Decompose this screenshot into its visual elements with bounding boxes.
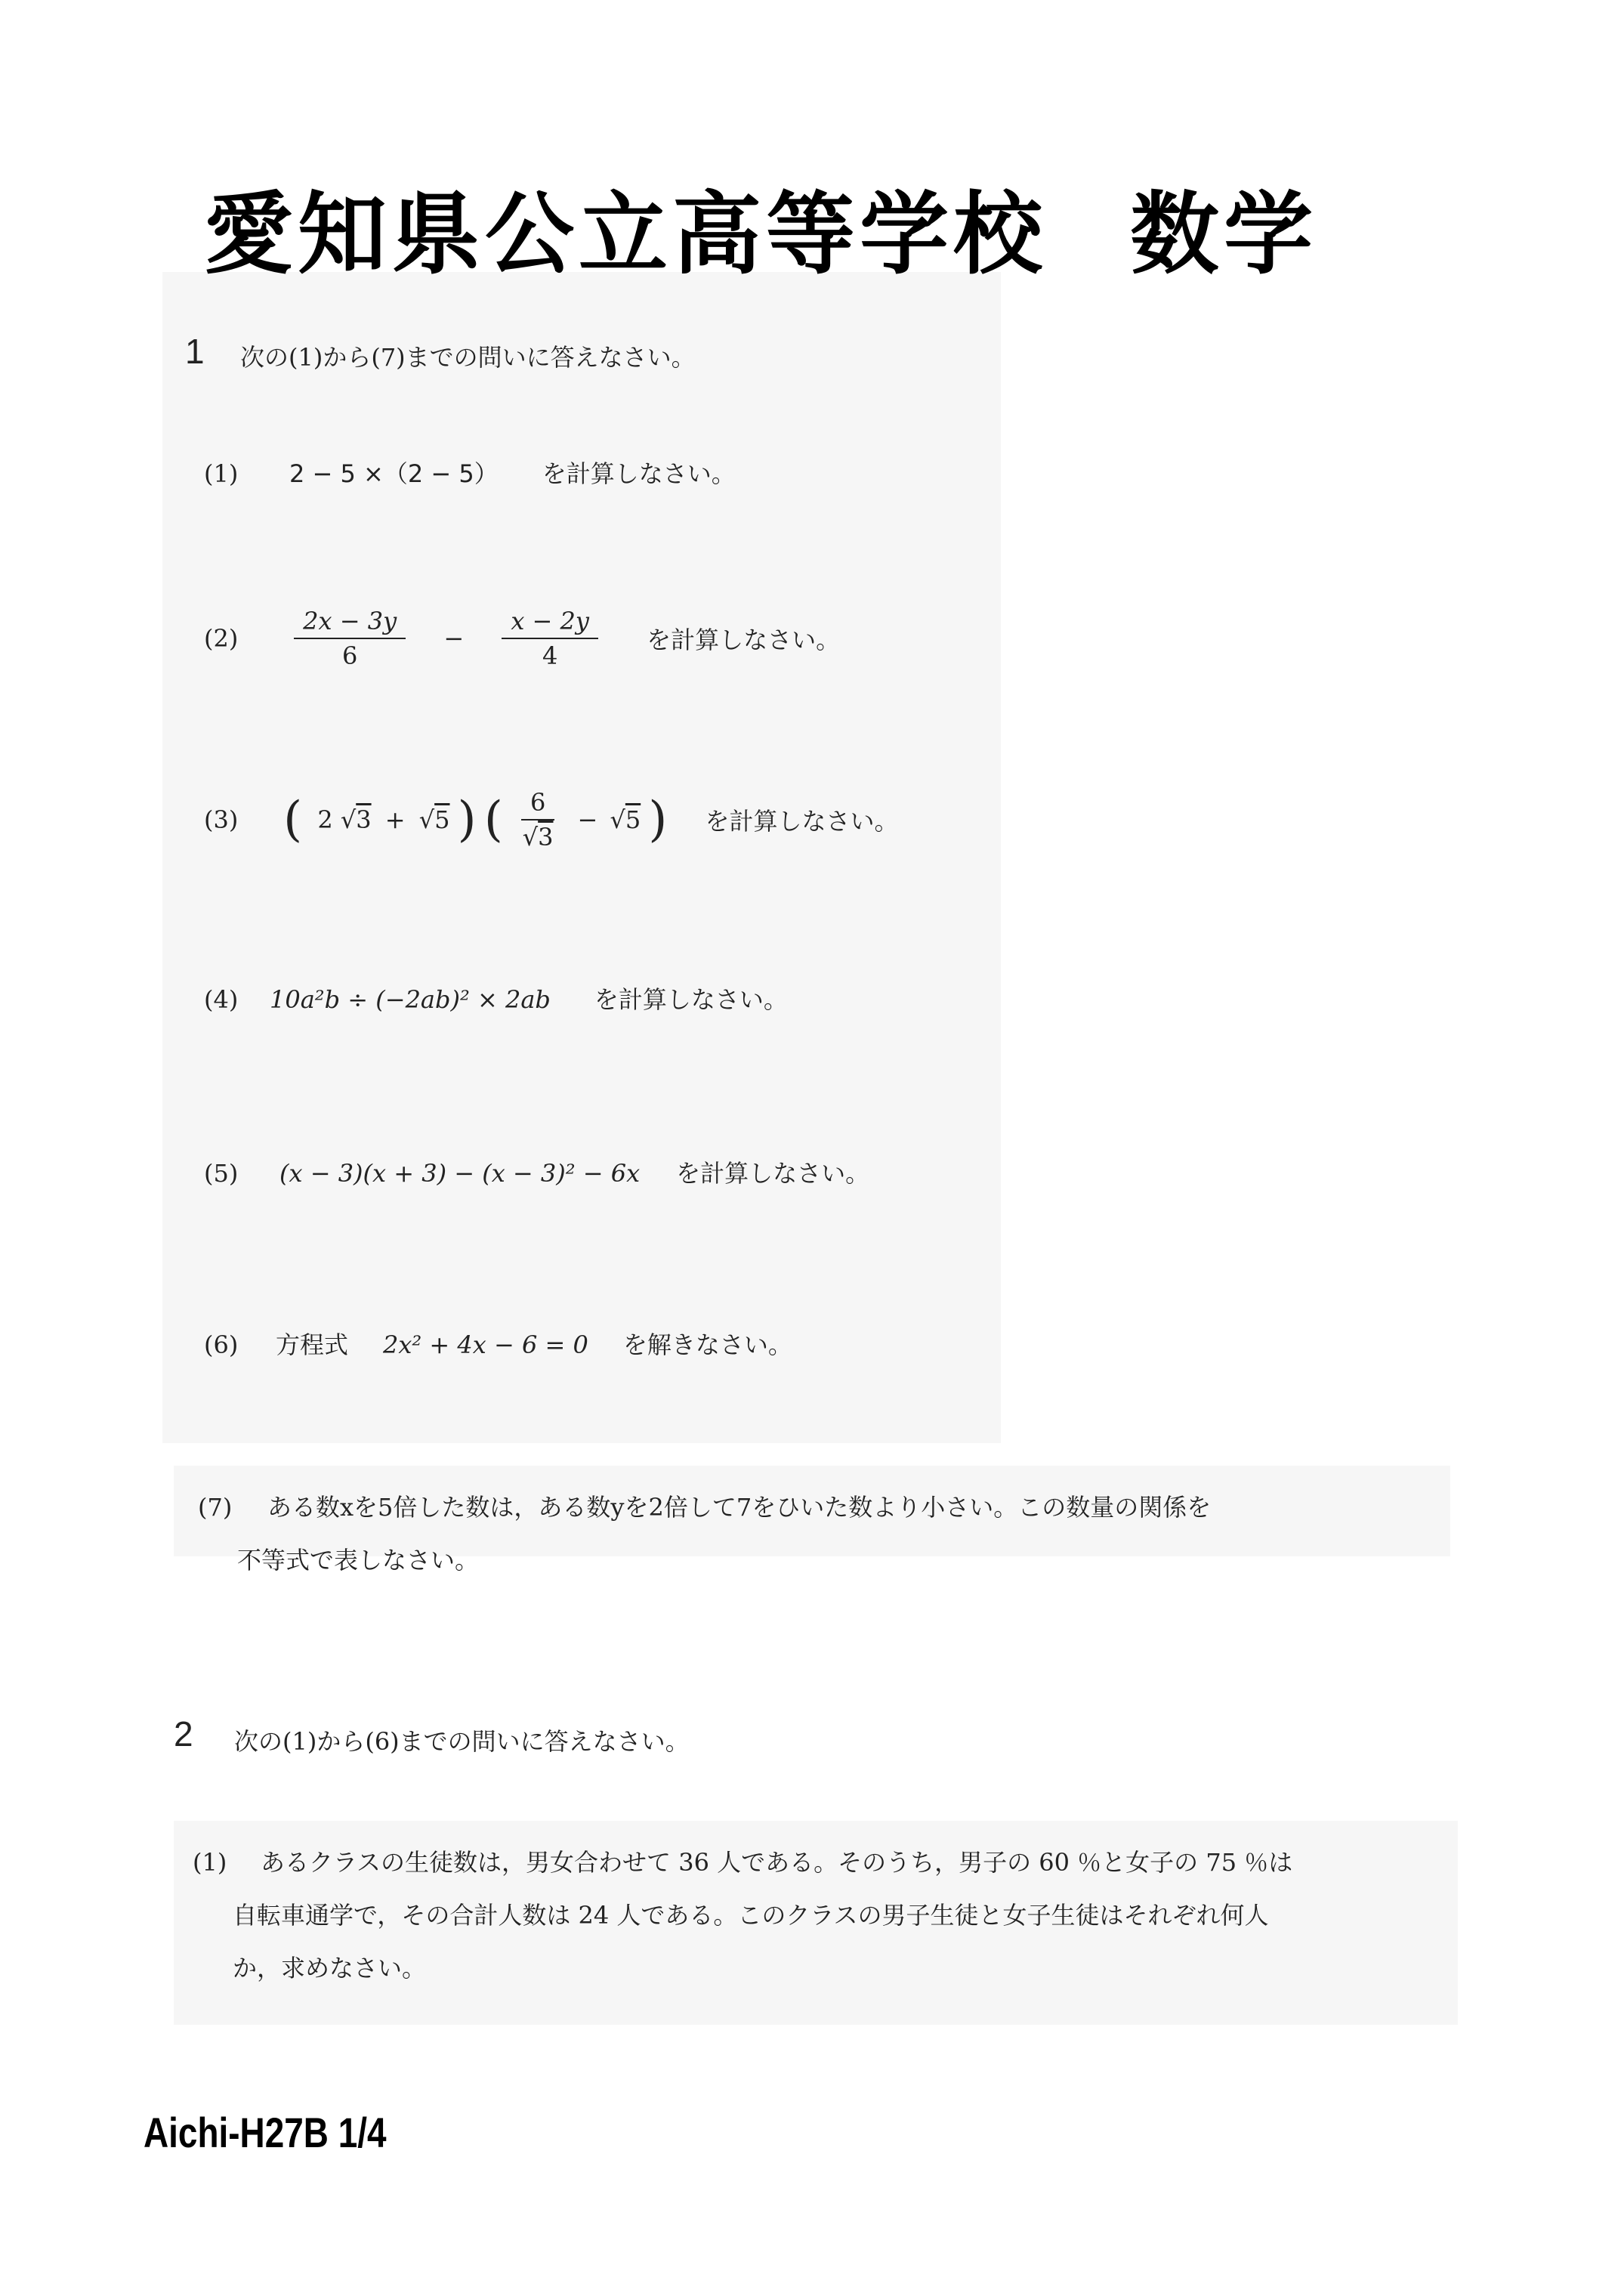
question-1-5 [204,1154,869,1189]
title-school: 愛知県公立高等学校 [204,181,1048,286]
right-paren: ) [457,792,477,848]
section-1-instruction: 次の(1)から(7)までの問いに答えなさい。 [240,343,696,372]
plus-sign: + [384,805,406,834]
question-text: あるクラスの生徒数は，男女合わせて 36 人である。そのうち，男子の 60 ％と女子の 75 ％は [261,1848,1293,1877]
question-instruction: を計算しなさい。 [542,459,736,488]
question-line: 自転車通学で，その合計人数は 24 人である。このクラスの男子生徒と女子生徒はそれぞれ何人 [233,1901,1269,1930]
page-footer: Aichi-H27B 1/4 [144,2109,387,2156]
question-text: ある数xを5倍した数は，ある数yを2倍して7をひいた数より小さい。この数量の関係を [267,1493,1212,1522]
scan-band-upper [162,272,1001,1443]
minus-sign: − [443,624,465,653]
fraction-denominator: 4 [542,641,558,670]
question-instruction: を計算しなさい。 [705,807,899,836]
question-line: 不等式で表しなさい。 [237,1546,480,1575]
question-number: (3) [204,805,239,834]
fraction-denominator: 6 [341,641,358,670]
minus-sign: − [577,805,598,834]
question-instruction: を計算しなさい。 [676,1159,870,1188]
question-1-6 [204,1326,792,1361]
fraction-denominator: √3 [522,823,554,851]
equation-label: 方程式 [276,1330,349,1359]
fraction-numerator: 2x − 3y [294,604,406,639]
question-1-1 [204,455,736,490]
coefficient: 2 [317,805,333,834]
question-instruction: を解きなさい。 [622,1330,792,1359]
question-number: (1) [193,1848,227,1877]
question-number: (6) [204,1330,239,1359]
question-1-2 [204,604,840,672]
question-instruction: を計算しなさい。 [647,626,841,654]
section-1-number: 1 [185,332,205,371]
question-expression: 2 − 5 ×（2 − 5） [289,459,499,488]
fraction-numerator: x − 2y [502,604,598,639]
fraction-numerator: 6 [521,786,554,820]
page-title [204,162,1317,291]
left-paren: ( [483,792,503,848]
title-subject: 数学 [1130,181,1318,286]
sqrt-5: √5 [418,805,450,834]
fraction-1 [294,604,406,672]
question-number: (5) [204,1159,239,1188]
question-line [198,1481,1452,1534]
section-2-instruction: 次の(1)から(6)までの問いに答えなさい。 [234,1727,690,1756]
question-1-7 [198,1481,1452,1587]
question-expression: (x − 3)(x + 3) − (x − 3)² − 6x [279,1159,641,1188]
question-2-1 [193,1836,1462,1995]
question-number: (2) [204,624,239,653]
question-expression: 2x² + 4x − 6 = 0 [383,1330,588,1359]
question-1-3 [204,786,899,854]
section-2-number: 2 [174,1714,193,1754]
question-expression: 10a²b ÷ (−2ab)² × 2ab [270,985,551,1014]
question-1-4 [204,981,788,1015]
question-number: (7) [198,1493,233,1522]
sqrt-3: √3 [340,805,372,834]
sqrt-5: √5 [610,805,641,834]
left-paren: ( [283,792,303,848]
question-number: (1) [204,459,239,488]
question-line: か，求めなさい。 [233,1954,427,1982]
right-paren: ) [648,792,668,848]
question-line [193,1836,1462,1889]
question-instruction: を計算しなさい。 [594,985,788,1014]
question-number: (4) [204,985,239,1014]
fraction-3 [521,786,554,854]
fraction-2 [502,604,598,672]
